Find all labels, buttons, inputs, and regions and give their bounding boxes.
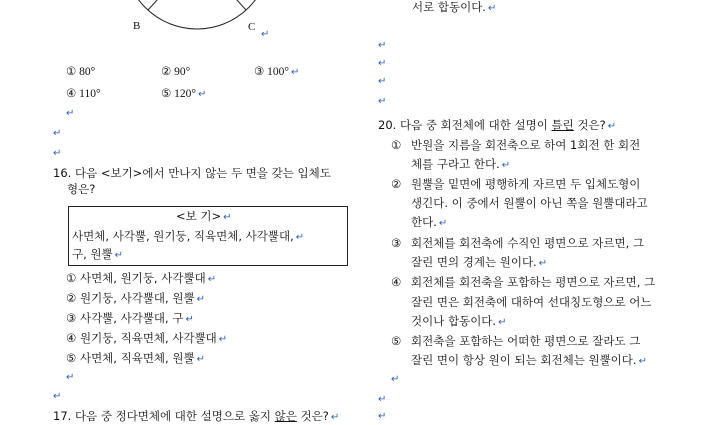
q16-line1: 다음 <보기>에서 만나지 않는 두 면을 갖는 입체도 [74, 166, 331, 180]
q20-choice-4-line3: 것이나 합동이다. ↵ [411, 314, 507, 328]
radius-oc [197, 0, 246, 10]
q20-choice-4-line2: 잘린 면은 회전축에 대하여 선대칭도형으로 어느 [411, 295, 652, 309]
prev-choice-1: ① 80° [66, 66, 96, 78]
q20-choice-1-num: ① [391, 138, 402, 152]
q16-choice-3: ③ 사각뿔, 사각뿔대, 구 ↵ [66, 311, 194, 325]
q20-choice-3-line1: 회전체를 회전축에 수직인 평면으로 자르면, 그 [411, 236, 645, 250]
q20-choice-4-num: ④ [391, 275, 402, 289]
prev-choice-5: ⑤ 120° ↵ [161, 88, 207, 100]
paragraph-mark: ↵ [378, 40, 387, 51]
q16-line2: 형은? [67, 182, 96, 196]
point-label-c: C [248, 21, 256, 33]
q20-number: 20. [378, 118, 397, 132]
q16-number: 16. [53, 166, 72, 180]
paragraph-mark: ↵ [261, 29, 270, 40]
q20-choice-4-line1: 회전체를 회전축을 포함하는 평면으로 자르면, 그 [411, 275, 656, 289]
example-box-title: <보 기> ↵ [176, 209, 232, 223]
paragraph-mark: ↵ [53, 148, 62, 159]
right-top-text: 서로 합동이다. ↵ [412, 0, 497, 14]
prev-choice-4: ④ 110° [66, 88, 101, 100]
q20-choice-2-line2: 생긴다. 이 중에서 원뿔이 아닌 쪽을 원뿔대라고 [411, 196, 648, 210]
paragraph-mark: ↵ [378, 76, 387, 87]
paragraph-mark: ↵ [66, 108, 75, 119]
example-box-line1: 사면체, 사각뿔, 원기둥, 직육면체, 사각뿔대, ↵ [72, 229, 305, 243]
q17-underlined-word: 않은 [274, 409, 297, 423]
q20-underlined-word: 틀린 [551, 118, 574, 132]
q20-choice-3-num: ③ [391, 236, 402, 250]
q16-choice-2: ② 원기둥, 사각뿔대, 원뿔 ↵ [66, 291, 205, 305]
paragraph-mark: ↵ [378, 411, 387, 422]
prev-choice-2: ② 90° [161, 66, 191, 78]
paragraph-mark: ↵ [391, 374, 400, 385]
paragraph-mark: ↵ [378, 394, 387, 405]
q20-choice-1-line1: 반원을 지름을 회전축으로 하여 1회전 한 회전 [411, 138, 641, 152]
circle-figure [0, 0, 724, 60]
q17-number: 17. [53, 409, 72, 423]
q20-stem: 20. 다음 중 회전체에 대한 설명이 틀린 것은? ↵ [378, 118, 617, 132]
point-label-b: B [133, 20, 141, 32]
q17-stem: 17. 다음 중 정다면체에 대한 설명으로 옳지 않은 것은? ↵ [53, 409, 340, 423]
paragraph-mark: ↵ [378, 58, 387, 69]
q20-choice-2-num: ② [391, 177, 402, 191]
paragraph-mark: ↵ [378, 96, 387, 107]
q20-choice-5-line1: 회전축을 포함하는 어떠한 평면으로 잘라도 그 [411, 334, 641, 348]
radius-ob [148, 0, 197, 10]
paragraph-mark: ↵ [53, 128, 62, 139]
example-box-line2: 구, 원뿔 ↵ [72, 247, 124, 261]
q16-choice-1: ① 사면체, 원기둥, 사각뿔대 ↵ [66, 271, 217, 285]
prev-choice-3: ③ 100° ↵ [254, 66, 300, 78]
q20-choice-3-line2: 잘린 면의 경계는 원이다. ↵ [411, 255, 548, 269]
paragraph-mark: ↵ [66, 372, 75, 383]
q20-choice-5-num: ⑤ [391, 334, 402, 348]
paragraph-mark: ↵ [53, 391, 62, 402]
q20-choice-2-line3: 한다. ↵ [411, 215, 448, 229]
q16-choice-4: ④ 원기둥, 직육면체, 사각뿔대 ↵ [66, 331, 228, 345]
q16-choice-5: ⑤ 사면체, 직육면체, 원뿔 ↵ [66, 351, 205, 365]
q20-choice-1-line2: 체를 구라고 한다. ↵ [411, 157, 511, 171]
q16-stem [53, 166, 331, 180]
q20-choice-2-line1: 원뿔을 밑면에 평행하게 자르면 두 입체도형이 [411, 177, 641, 191]
q20-choice-5-line2: 잘린 면이 항상 원이 되는 회전체는 원뿔이다. ↵ [411, 353, 647, 367]
